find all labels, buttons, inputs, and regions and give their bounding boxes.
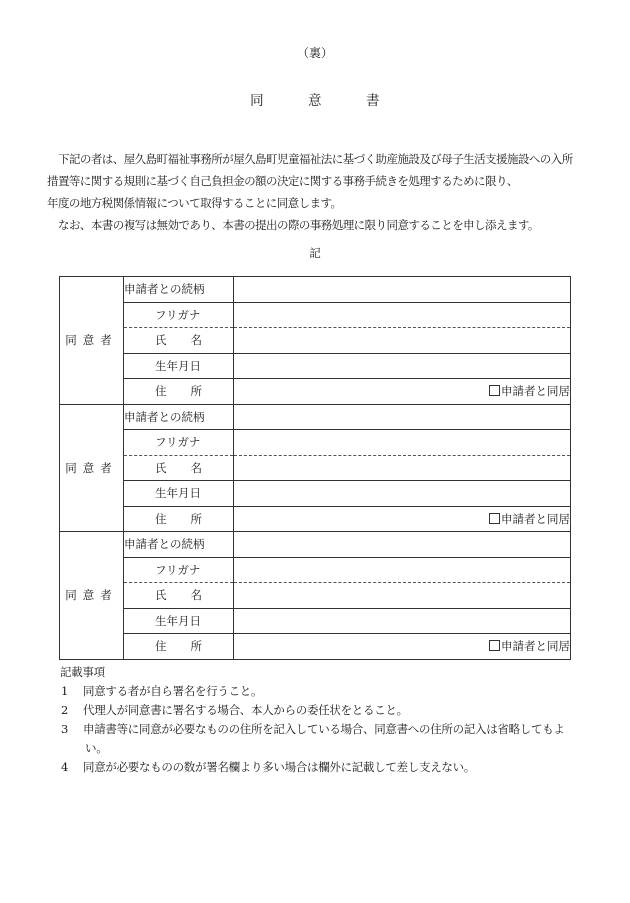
table-row [60, 634, 571, 660]
name-label-char: 氏 [155, 333, 167, 348]
name-label-char: 名 [190, 588, 202, 603]
relation-field[interactable] [234, 277, 571, 303]
note-item [60, 701, 580, 720]
ki-heading: 記 [309, 246, 321, 260]
consenter-group-label: 同意者 [60, 277, 124, 405]
table-row [60, 302, 571, 328]
furigana-field[interactable] [234, 557, 571, 583]
address-label-char: 所 [190, 384, 202, 399]
note-number: 3 [61, 722, 69, 736]
address-label [124, 379, 234, 405]
name-label-char: 氏 [155, 588, 167, 603]
title-char: 同 [250, 93, 265, 109]
table-row [60, 557, 571, 583]
furigana-label: フリガナ [124, 430, 234, 456]
address-label-char: 住 [155, 639, 167, 654]
address-field[interactable] [234, 506, 571, 532]
name-label-char: 名 [190, 460, 202, 475]
same-residence-label: 申請者と同居 [501, 639, 570, 654]
name-field[interactable] [234, 583, 571, 609]
address-label-char: 住 [155, 384, 167, 399]
furigana-field[interactable] [234, 302, 571, 328]
birthdate-field[interactable] [234, 353, 571, 379]
relation-field[interactable] [234, 532, 571, 558]
relation-label: 申請者との続柄 [124, 532, 234, 558]
consent-signature-table [59, 276, 571, 660]
title-char: 意 [308, 93, 322, 109]
address-label-char: 所 [190, 511, 202, 526]
name-field[interactable] [234, 455, 571, 481]
address-field[interactable] [234, 379, 571, 405]
consent-text-after-year: 年度の地方税関係情報について取得することに同意します。 [47, 196, 342, 210]
note-number: 4 [61, 760, 69, 774]
table-row [60, 353, 571, 379]
address-label-char: 所 [190, 639, 202, 654]
name-label [124, 455, 234, 481]
name-label-char: 氏 [155, 460, 167, 475]
relation-label: 申請者との続柄 [124, 277, 234, 303]
furigana-field[interactable] [234, 430, 571, 456]
note-text: 同意が必要なものの数が署名欄より多い場合は欄外に記載して差し支えない。 [83, 760, 475, 774]
table-row [60, 379, 571, 405]
same-residence-label: 申請者と同居 [501, 384, 570, 399]
notes-section [60, 663, 580, 777]
same-residence-checkbox[interactable] [489, 513, 500, 524]
address-field[interactable] [234, 634, 571, 660]
name-label [124, 328, 234, 354]
relation-field[interactable] [234, 404, 571, 430]
furigana-label: フリガナ [124, 557, 234, 583]
consenter-group-label: 同意者 [60, 404, 124, 532]
table-row [60, 583, 571, 609]
address-label-char: 住 [155, 511, 167, 526]
note-item [60, 720, 580, 758]
note-number: 2 [61, 703, 69, 717]
birthdate-label: 生年月日 [124, 608, 234, 634]
table-row [60, 328, 571, 354]
birthdate-field[interactable] [234, 481, 571, 507]
same-residence-label: 申請者と同居 [501, 511, 570, 526]
same-residence-checkbox[interactable] [489, 385, 500, 396]
notes-heading: 記載事項 [60, 665, 105, 679]
table-row [60, 506, 571, 532]
note-text: 申請書等に同意が必要なものの住所を記入している場合、同意書への住所の記入は省略してもよい。 [83, 722, 565, 755]
table-row [60, 608, 571, 634]
table-row [60, 455, 571, 481]
consent-text-before-year: 下記の者は、屋久島町福祉事務所が屋久島町児童福祉法に基づく助産施設及び母子生活支援施設への入所措置等に関する規則に基づく自己負担金の額の決定に関する事務手続きを処理するために限り、 [47, 152, 573, 188]
note-number: 1 [61, 684, 69, 698]
consent-paragraph-1 [47, 148, 583, 214]
name-label-char: 名 [190, 333, 202, 348]
table-row [60, 277, 571, 303]
table-row [60, 404, 571, 430]
consent-statement [47, 148, 583, 236]
note-text: 同意する者が自ら署名を行うこと。 [83, 684, 263, 698]
birthdate-label: 生年月日 [124, 481, 234, 507]
table-row [60, 481, 571, 507]
furigana-label: フリガナ [124, 302, 234, 328]
name-field[interactable] [234, 328, 571, 354]
consenter-group-label: 同意者 [60, 532, 124, 660]
title-char: 書 [365, 93, 380, 109]
address-label [124, 506, 234, 532]
page-side-label: （裏） [296, 46, 333, 60]
address-label [124, 634, 234, 660]
note-item [60, 682, 580, 701]
note-item [60, 758, 580, 777]
relation-label: 申請者との続柄 [124, 404, 234, 430]
consent-paragraph-2: なお、本書の複写は無効であり、本書の提出の際の事務処理に限り同意することを申し添えます。 [58, 218, 539, 232]
name-label [124, 583, 234, 609]
document-title [0, 89, 630, 109]
same-residence-checkbox[interactable] [489, 640, 500, 651]
birthdate-field[interactable] [234, 608, 571, 634]
table-row [60, 430, 571, 456]
birthdate-label: 生年月日 [124, 353, 234, 379]
table-row [60, 532, 571, 558]
note-text: 代理人が同意書に署名する場合、本人からの委任状をとること。 [83, 703, 408, 717]
